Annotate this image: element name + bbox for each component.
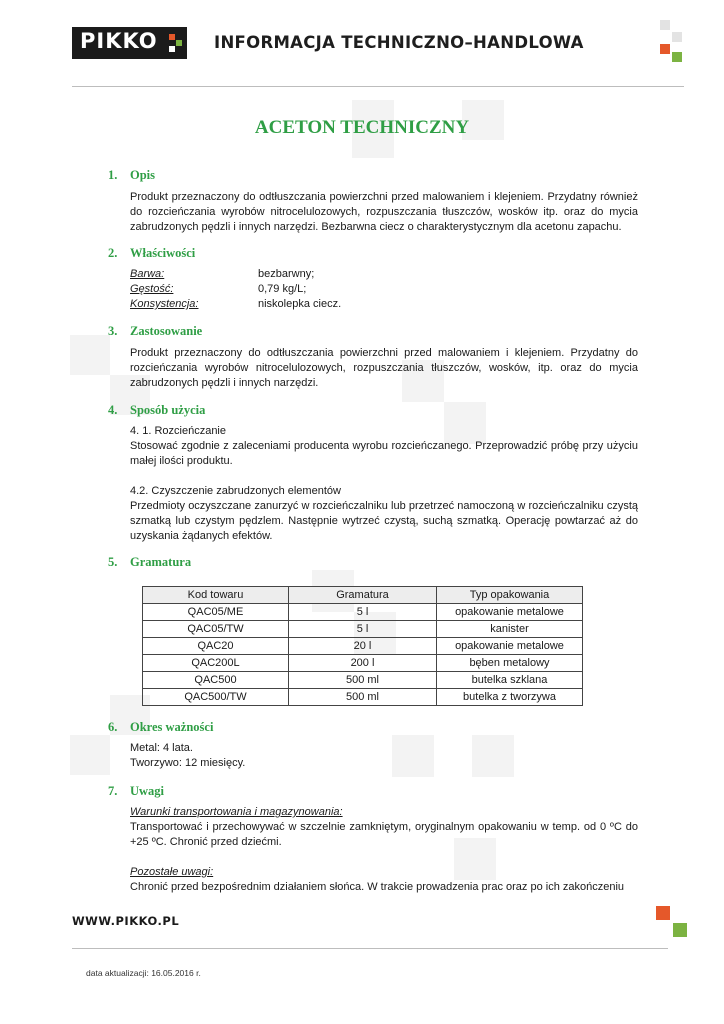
header-divider <box>72 86 684 87</box>
table-cell: QAC200L <box>143 655 289 672</box>
table-cell: QAC500 <box>143 672 289 689</box>
update-date: data aktualizacji: 16.05.2016 r. <box>86 968 201 978</box>
section-heading-gramatura: 5. Gramatura <box>108 555 192 569</box>
logo-square-orange <box>169 34 175 40</box>
uwagi-text: Warunki transportowania i magazynowania: Transportować i przechowywać w szczelnie zamkniętym, oryginalnym opakowaniu w temp. od 0 ºC do +25 ºC. Chronić przed dziećmi. Pozostałe uwagi: Chronić przed bezpośrednim działaniem słońca. W trakcie prowadzenia prac oraz po ich zakończeniu <box>130 806 638 893</box>
table-cell: 5 l <box>289 604 437 621</box>
table-row <box>143 638 583 655</box>
table-cell: 500 ml <box>289 689 437 706</box>
footer-website: WWW.PIKKO.PL <box>72 914 180 928</box>
section-heading-opis: 1. Opis <box>108 168 156 182</box>
document-type: INFORMACJA TECHNICZNO–HANDLOWA <box>214 33 584 52</box>
decor-square <box>672 32 682 42</box>
table-row <box>143 621 583 638</box>
logo-square-green <box>176 40 182 46</box>
table-cell: QAC05/ME <box>143 604 289 621</box>
section-heading-wlasciwosci: 2. Właściwości <box>108 246 196 260</box>
table-cell: opakowanie metalowe <box>437 638 583 655</box>
table-cell: butelka szklana <box>437 672 583 689</box>
section-heading-sposob: 4. Sposób użycia <box>108 403 206 417</box>
section-heading-okres: 6. Okres ważności <box>108 720 214 734</box>
table-row <box>143 655 583 672</box>
decor-square <box>660 44 670 54</box>
decor-square <box>673 923 687 937</box>
decor-square <box>656 906 670 920</box>
opis-text: Produkt przeznaczony do odtłuszczania powierzchni przed malowaniem i klejeniem. Przydatny również do rozcieńczania wyrobów nitrocelulozowych, rozpuszczania tłuszczów, wosków itp. oraz do mycia zabrudzonych pędzli i innych narzędzi. Bezbarwna ciecz o charakterystycznym dla acetonu zapachu. <box>130 191 638 233</box>
section-heading-uwagi: 7. Uwagi <box>108 784 165 798</box>
table-cell: opakowanie metalowe <box>437 604 583 621</box>
gramatura-table <box>142 586 583 706</box>
table-cell: 200 l <box>289 655 437 672</box>
sposob-text: 4. 1. Rozcieńczanie Stosować zgodnie z zaleceniami producenta wyrobu rozcieńczanego. Przeprowadzić próbę przy użyciu małej ilości produktu. 4.2. Czyszczenie zabrudzonych elementów Przedmioty oczyszczane zanurzyć w rozcieńczalniku lub przetrzeć namoczoną w rozcieńczalniku czystą szmatką lub czystym pędzlem. Następnie wytrzeć czystą, suchą szmatką. Operację powtarzać aż do uzyskania żądanych efektów. <box>130 425 638 542</box>
table-cell: 5 l <box>289 621 437 638</box>
okres-text: Metal: 4 lata. Tworzywo: 12 miesięcy. <box>130 742 246 769</box>
table-cell: QAC20 <box>143 638 289 655</box>
table-row <box>143 672 583 689</box>
table-cell: bęben metalowy <box>437 655 583 672</box>
decor-square <box>672 52 682 62</box>
zastosowanie-text: Produkt przeznaczony do odtłuszczania powierzchni przed malowaniem i klejeniem. Przydatny do rozcieńczania wyrobów nitrocelulozowych, rozpuszczania tłuszczów, wosków, itp. oraz do mycia zabrudzonych pędzli i innych narzędzi. <box>130 347 638 389</box>
logo-text: PIKKO <box>80 29 158 53</box>
section-heading-zastosowanie: 3. Zastosowanie <box>108 324 203 338</box>
column-header: Gramatura <box>289 587 437 604</box>
table-row <box>143 689 583 706</box>
column-header: Typ opakowania <box>437 587 583 604</box>
table-row <box>143 604 583 621</box>
decor-square <box>660 20 670 30</box>
table-cell: QAC05/TW <box>143 621 289 638</box>
footer-divider <box>72 948 668 949</box>
logo-square-white <box>169 46 175 52</box>
table-cell: 500 ml <box>289 672 437 689</box>
table-cell: 20 l <box>289 638 437 655</box>
table-cell: QAC500/TW <box>143 689 289 706</box>
table-cell: butelka z tworzywa <box>437 689 583 706</box>
page-title: ACETON TECHNICZNY <box>254 117 470 138</box>
table-cell: kanister <box>437 621 583 638</box>
table-header-row <box>143 587 583 604</box>
column-header: Kod towaru <box>143 587 289 604</box>
